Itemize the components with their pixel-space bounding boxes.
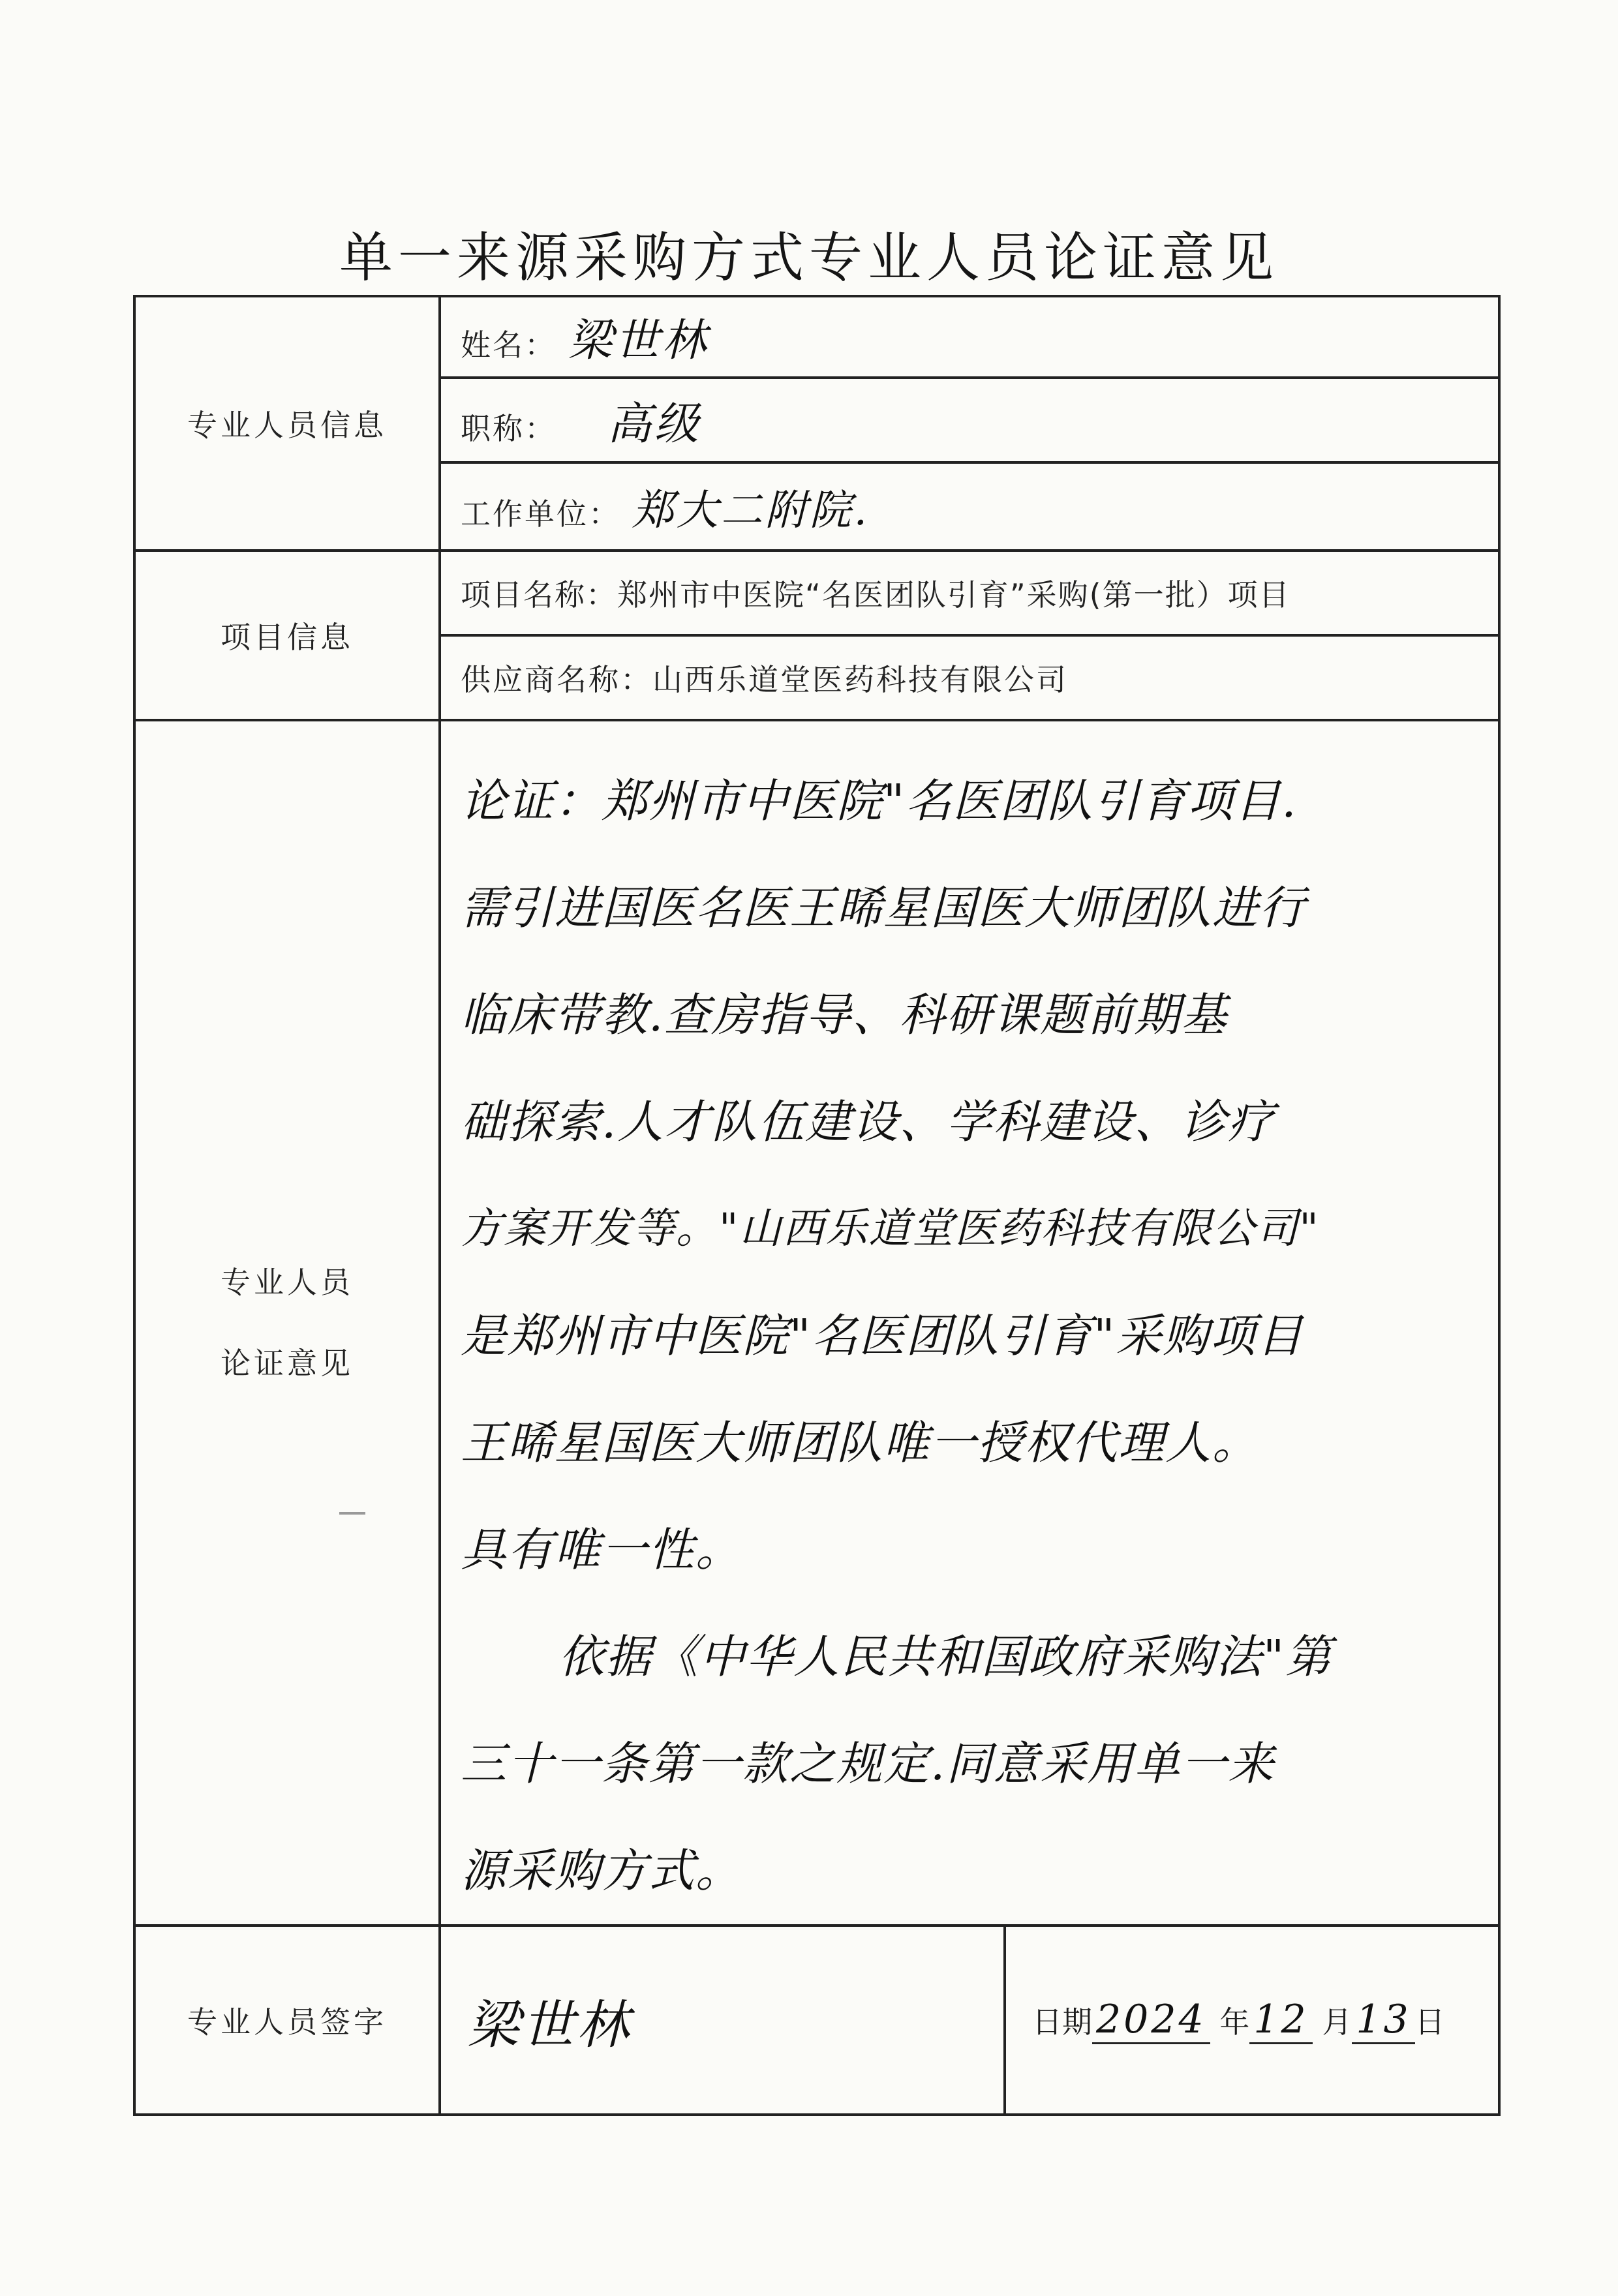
opinion-line: 三十一条第一款之规定.同意采用单一来: [461, 1737, 1275, 1790]
opinion-line: 依据《中华人民共和国政府采购法"第: [558, 1630, 1333, 1684]
name-field: [440, 296, 1499, 378]
signature-row: [134, 1926, 1499, 2115]
year-char: 年: [1219, 2004, 1250, 2040]
signature-cell: [440, 1926, 1005, 2115]
signature-label: 专业人员签字: [134, 1926, 440, 2115]
opinion-line: 是郑州市中医院"名医团队引育"采购项目: [461, 1309, 1304, 1363]
opinion-label-line1: 专业人员: [221, 1265, 354, 1300]
project-info-label: 项目信息: [134, 551, 440, 720]
opinion-line: 源采购方式。: [461, 1844, 742, 1897]
title-label: 职称：: [461, 410, 557, 446]
unit-field: [440, 462, 1499, 551]
project-name-field: 项目名称：郑州市中医院“名医团队引育”采购(第一批）项目: [440, 551, 1499, 635]
date-month: 12: [1249, 1997, 1312, 2044]
opinion-line: 王晞星国医大师团队唯一授权代理人。: [461, 1416, 1259, 1470]
page-title: 单一来源采购方式专业人员论证意见: [339, 227, 1279, 289]
form-table: [133, 295, 1501, 2116]
date-year: 2024: [1092, 1997, 1210, 2044]
opinion-line: 论证：郑州市中医院"名医团队引育项目.: [461, 774, 1298, 828]
supplier-field: 供应商名称：山西乐道堂医药科技有限公司: [440, 635, 1499, 720]
title-value: 高级: [607, 398, 701, 450]
opinion-label: [134, 720, 440, 1926]
opinion-row: [134, 720, 1499, 1926]
unit-value: 郑大二附院.: [632, 486, 870, 535]
name-row: [134, 296, 1499, 378]
signature: 梁世林: [467, 1994, 632, 2055]
expert-info-label: 专业人员信息: [134, 296, 440, 551]
opinion-line: 方案开发等。"山西乐道堂医药科技有限公司": [461, 1205, 1320, 1253]
date-cell: [1005, 1926, 1499, 2115]
opinion-line: 需引进国医名医王晞星国医大师团队进行: [461, 881, 1306, 935]
opinion-line: 临床带教.查房指导、科研课题前期基: [461, 988, 1229, 1042]
name-value: 梁世林: [568, 315, 709, 367]
opinion-text: [440, 720, 1499, 1926]
day-char: 日: [1414, 2004, 1445, 2040]
opinion-line: 础探索.人才队伍建设、学科建设、诊疗: [461, 1095, 1275, 1149]
scan-mark: [339, 1512, 365, 1515]
date-label: 日期: [1032, 2004, 1092, 2040]
unit-label: 工作单位：: [461, 496, 620, 532]
title-field: [440, 378, 1499, 462]
opinion-label-line2: 论证意见: [221, 1346, 354, 1381]
month-char: 月: [1322, 2004, 1352, 2040]
date-day: 13: [1352, 1997, 1414, 2044]
project-name-row: [134, 551, 1499, 635]
name-label: 姓名：: [461, 327, 557, 363]
opinion-line: 具有唯一性。: [461, 1523, 742, 1577]
